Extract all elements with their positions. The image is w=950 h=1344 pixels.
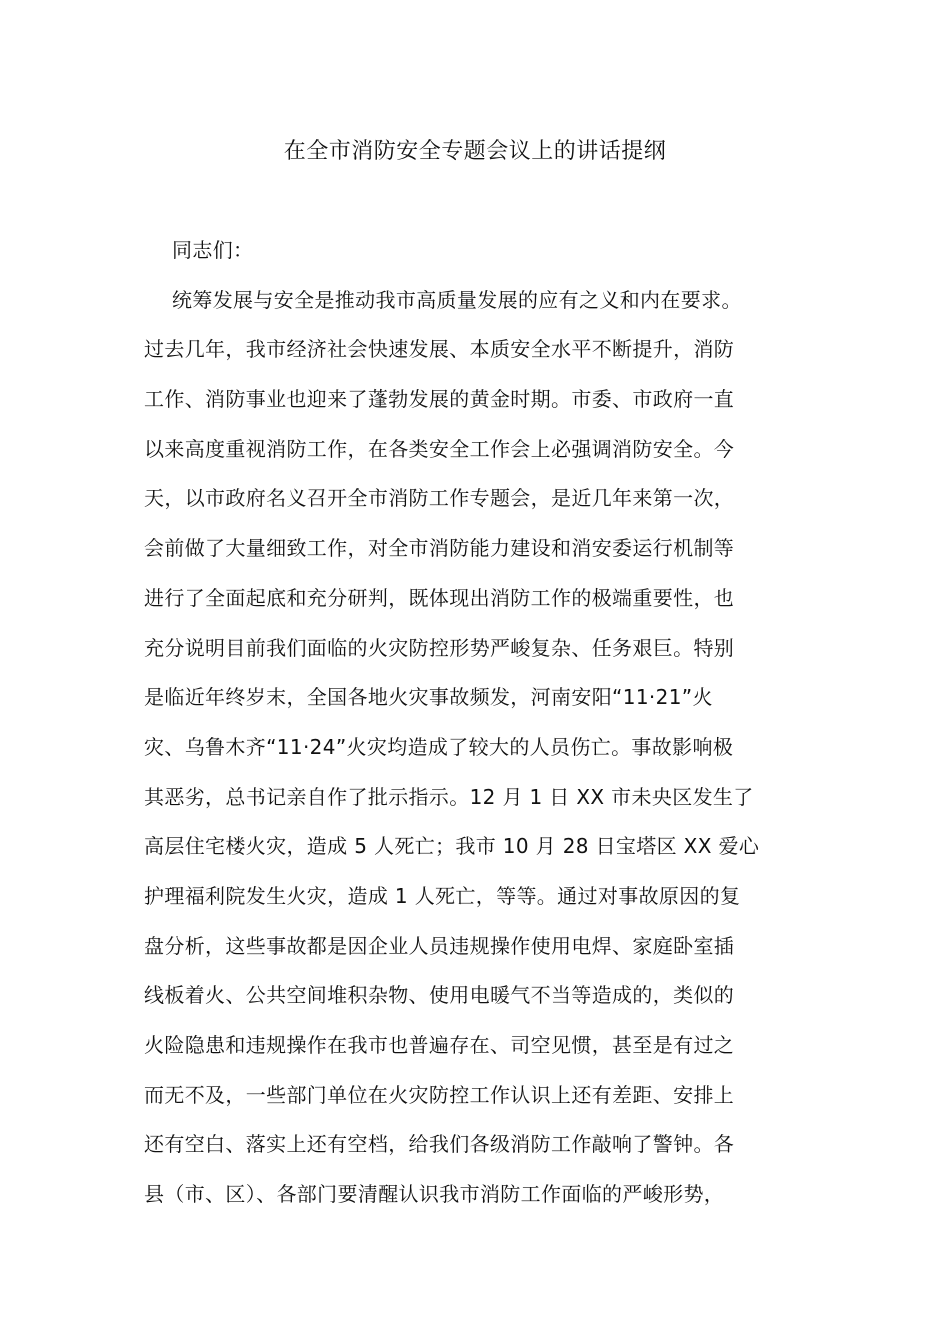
- paragraph-line: 高层住宅楼火灾，造成 5 人死亡；我市 10 月 28 日宝塔区 XX 爱心: [144, 834, 760, 859]
- paragraph-line: 是临近年终岁末，全国各地火灾事故频发，河南安阳“11·21”火: [144, 685, 713, 710]
- paragraph-line: 以来高度重视消防工作，在各类安全工作会上必强调消防安全。今: [144, 436, 735, 461]
- paragraph-line: 护理福利院发生火灾，造成 1 人死亡，等等。通过对事故原因的复: [144, 883, 741, 908]
- paragraph-line: 统筹发展与安全是推动我市高质量发展的应有之义和内在要求。: [172, 287, 742, 312]
- paragraph-line: 而无不及，一些部门单位在火灾防控工作认识上还有差距、安排上: [144, 1082, 735, 1107]
- paragraph-line: 天，以市政府名义召开全市消防工作专题会，是近几年来第一次，: [144, 486, 735, 511]
- document-body: [144, 230, 808, 1224]
- paragraph-line: 过去几年，我市经济社会快速发展、本质安全水平不断提升，消防: [144, 337, 735, 362]
- paragraph-line: 还有空白、落实上还有空档，给我们各级消防工作敲响了警钟。各: [144, 1132, 735, 1157]
- document-title: 在全市消防安全专题会议上的讲话提纲: [283, 139, 667, 164]
- paragraph-line: 会前做了大量细致工作，对全市消防能力建设和消安委运行机制等: [144, 536, 735, 561]
- paragraph-line: 火险隐患和违规操作在我市也普遍存在、司空见惯，甚至是有过之: [144, 1033, 735, 1057]
- salutation: 同志们：: [172, 238, 254, 262]
- paragraph-line: 盘分析，这些事故都是因企业人员违规操作使用电焊、家庭卧室插: [144, 933, 735, 958]
- paragraph-line: 进行了全面起底和充分研判，既体现出消防工作的极端重要性，也: [144, 585, 735, 610]
- paragraph-line: 其恶劣，总书记亲自作了批示指示。12 月 1 日 XX 市未央区发生了: [144, 784, 754, 809]
- paragraph-line: 灾、乌鲁木齐“11·24”火灾均造成了较大的人员伤亡。事故影响极: [144, 734, 734, 759]
- paragraph-line: 线板着火、公共空间堆积杂物、使用电暖气不当等造成的，类似的: [144, 983, 735, 1008]
- paragraph-line: 县（市、区）、各部门要清醒认识我市消防工作面临的严峻形势，: [144, 1182, 725, 1207]
- paragraph-line: 工作、消防事业也迎来了蓬勃发展的黄金时期。市委、市政府一直: [144, 387, 735, 412]
- paragraph-line: 充分说明目前我们面临的火灾防控形势严峻复杂、任务艰巨。特别: [144, 635, 735, 660]
